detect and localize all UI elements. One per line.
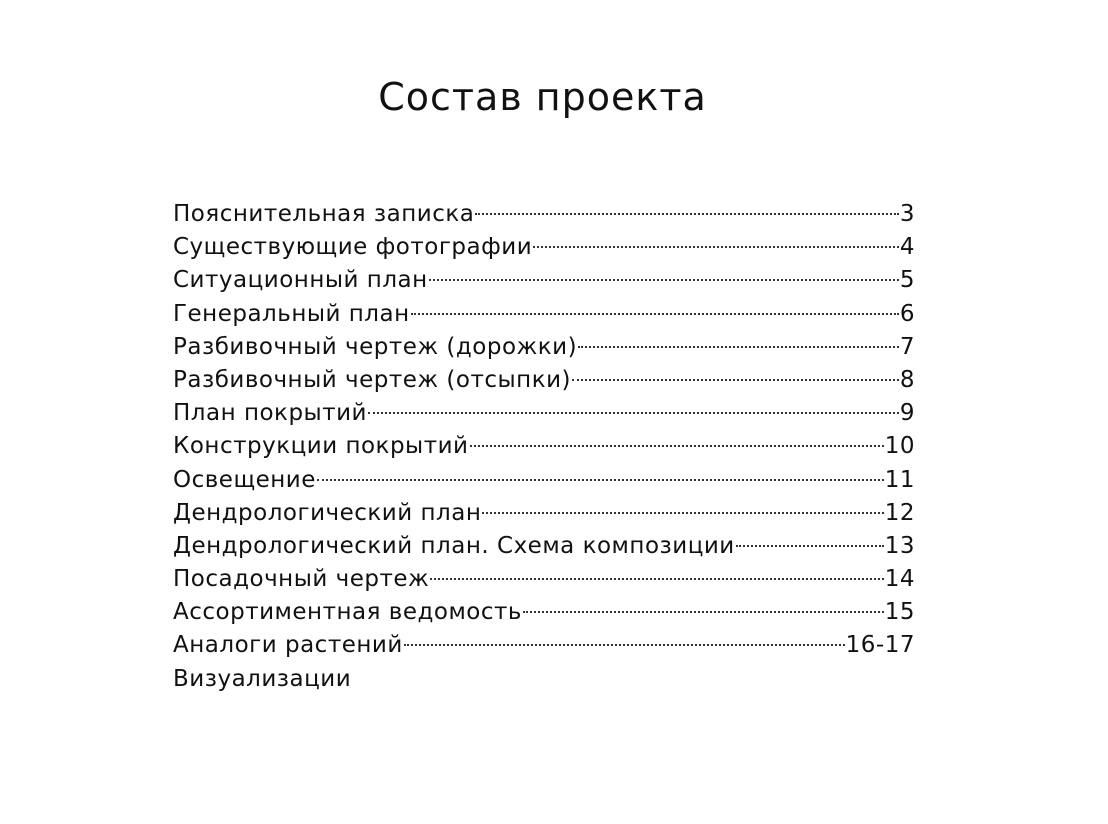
toc-item-page: 6 [899,300,915,327]
toc-item-page: 13 [884,532,915,559]
toc-item-label: Разбивочный чертеж (отсыпки) [173,366,572,393]
toc-item [173,497,915,530]
toc-item [173,397,915,430]
toc-item-label: Аналоги растений [173,632,403,659]
toc-item-label: Разбивочный чертеж (дорожки) [173,333,578,360]
toc-item-page: 9 [899,400,915,427]
toc-item-label: Освещение [173,466,316,493]
toc-item [173,663,915,696]
toc-item-label: Посадочный чертеж [173,566,430,593]
toc-item-page: 8 [899,366,915,393]
toc-item-label: Генеральный план [173,300,410,327]
toc-leader-dots [430,578,883,580]
toc-item-label: План покрытий [173,400,367,427]
toc-leader-dots [578,346,899,348]
toc-leader-dots [736,545,884,547]
toc-item-page: 3 [899,201,915,227]
toc-item-page: 12 [884,499,915,526]
toc-item [173,231,915,264]
toc-leader-dots [523,611,884,613]
toc-item-page: 16-17 [845,632,915,659]
toc-item [173,464,915,497]
toc-item [173,364,915,397]
toc-leader-dots [475,213,899,215]
table-of-contents [173,198,915,696]
toc-item-page: 11 [884,466,915,493]
toc-item [173,264,915,297]
toc-leader-dots [482,512,883,514]
toc-item-label: Визуализации [173,665,352,692]
toc-item-label: Дендрологический план [173,499,482,526]
toc-leader-dots [429,279,899,281]
toc-item [173,198,915,231]
toc-item-label: Ассортиментная ведомость [173,599,522,626]
toc-item-label: Конструкции покрытий [173,433,469,460]
toc-item-label: Существующие фотографии [173,234,533,261]
toc-item-page: 7 [899,333,915,360]
toc-item-label: Дендрологический план. Схема композиции [173,532,735,559]
toc-leader-dots [533,246,899,248]
toc-leader-dots [317,479,884,481]
toc-item-page: 4 [899,234,915,261]
toc-item [173,298,915,331]
toc-leader-dots [411,313,899,315]
toc-item [173,331,915,364]
page-title: Состав проекта [378,75,707,119]
toc-item-page: 10 [884,433,915,460]
toc-item [173,596,915,629]
toc-item-page: 5 [899,267,915,294]
toc-item [173,530,915,563]
toc-leader-dots [404,644,845,646]
toc-item-page: 14 [884,566,915,593]
toc-item-label: Пояснительная записка [173,201,475,227]
toc-item [173,430,915,463]
toc-item [173,629,915,662]
toc-leader-dots [470,445,884,447]
toc-item-page: 15 [884,599,915,626]
toc-item-label: Ситуационный план [173,267,428,294]
toc-item [173,563,915,596]
toc-leader-dots [368,412,899,414]
toc-leader-dots [572,379,899,381]
